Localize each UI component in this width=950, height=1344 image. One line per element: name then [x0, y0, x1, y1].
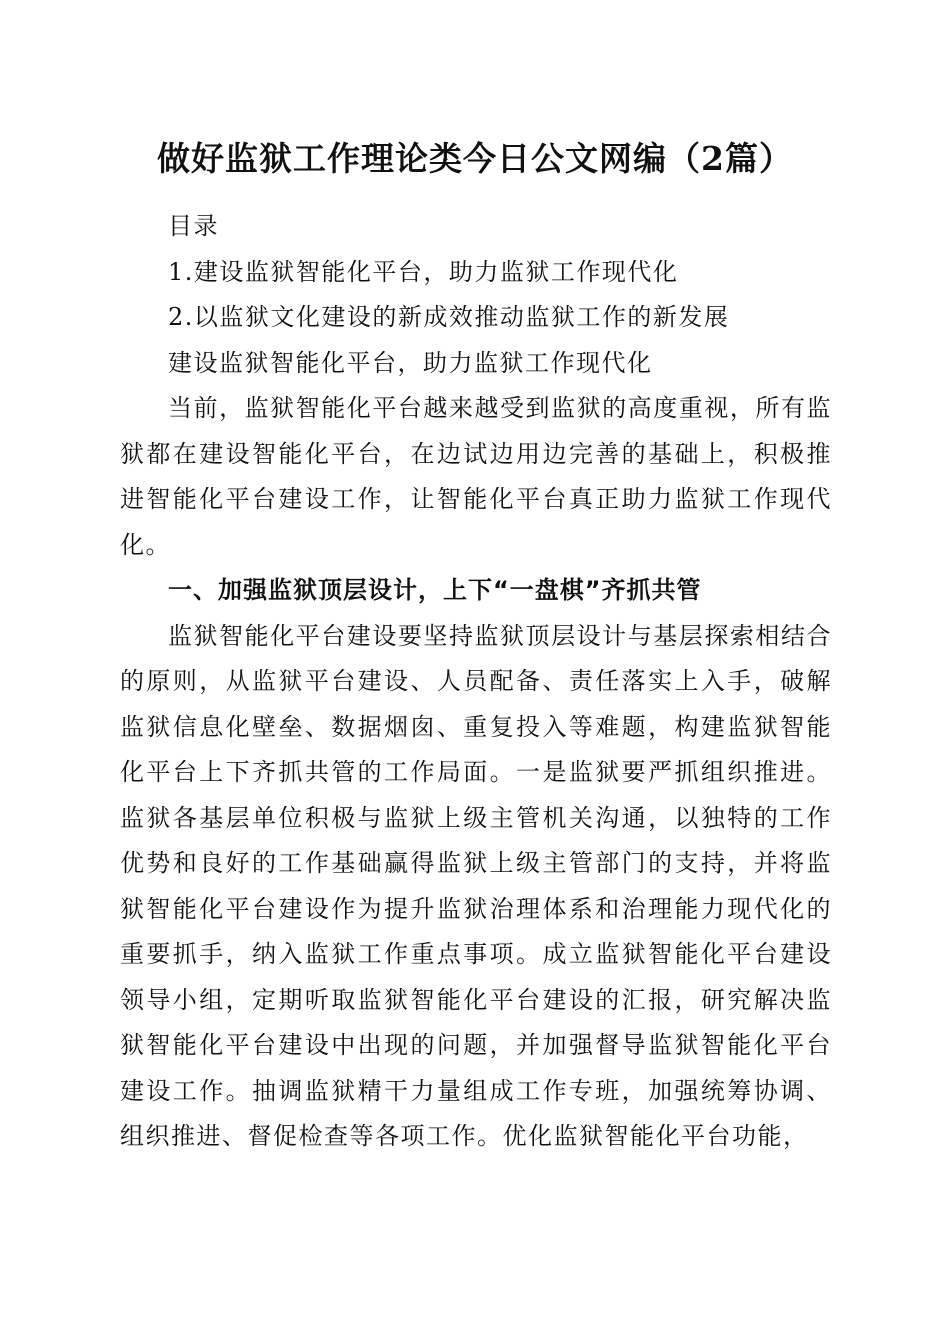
section-paragraph: 监狱智能化平台建设要坚持监狱顶层设计与基层探索相结合的原则，从监狱平台建设、人员配备、责任落实上入手，破解监狱信息化壁垒、数据烟囱、重复投入等难题，构建监狱智能化平台上下齐抓共管的工作局面。一是监狱要严抓组织推进。监狱各基层单位积极与监狱上级主管机关沟通，以独特的工作优势和良好的工作基础赢得监狱上级主管部门的支持，并将监狱智能化平台建设作为提升监狱治理体系和治理能力现代化的重要抓手，纳入监狱工作重点事项。成立监狱智能化平台建设领导小组，定期听取监狱智能化平台建设的汇报，研究解决监狱智能化平台建设中出现的问题，并加强督导监狱智能化平台建设工作。抽调监狱精干力量组成工作专班，加强统筹协调、组织推进、督促检查等各项工作。优化监狱智能化平台功能， [120, 621, 832, 1150]
intro-paragraph: 当前，监狱智能化平台越来越受到监狱的高度重视，所有监狱都在建设智能化平台，在边试边用边完善的基础上，积极推进智能化平台建设工作，让智能化平台真正助力监狱工作现代化。 [120, 394, 832, 559]
document-title: 做好监狱工作理论类今日公文网编（2篇） [157, 139, 793, 178]
article-title: 建设监狱智能化平台，助力监狱工作现代化 [168, 348, 653, 377]
toc-label: 目录 [168, 212, 219, 240]
document-body [120, 204, 832, 1160]
section-heading: 一、加强监狱顶层设计，上下“一盘棋”齐抓共管 [168, 576, 702, 604]
toc-item-1: 1.建设监狱智能化平台，助力监狱工作现代化 [168, 257, 679, 286]
toc-item-2: 2.以监狱文化建设的新成效推动监狱工作的新发展 [168, 303, 730, 331]
